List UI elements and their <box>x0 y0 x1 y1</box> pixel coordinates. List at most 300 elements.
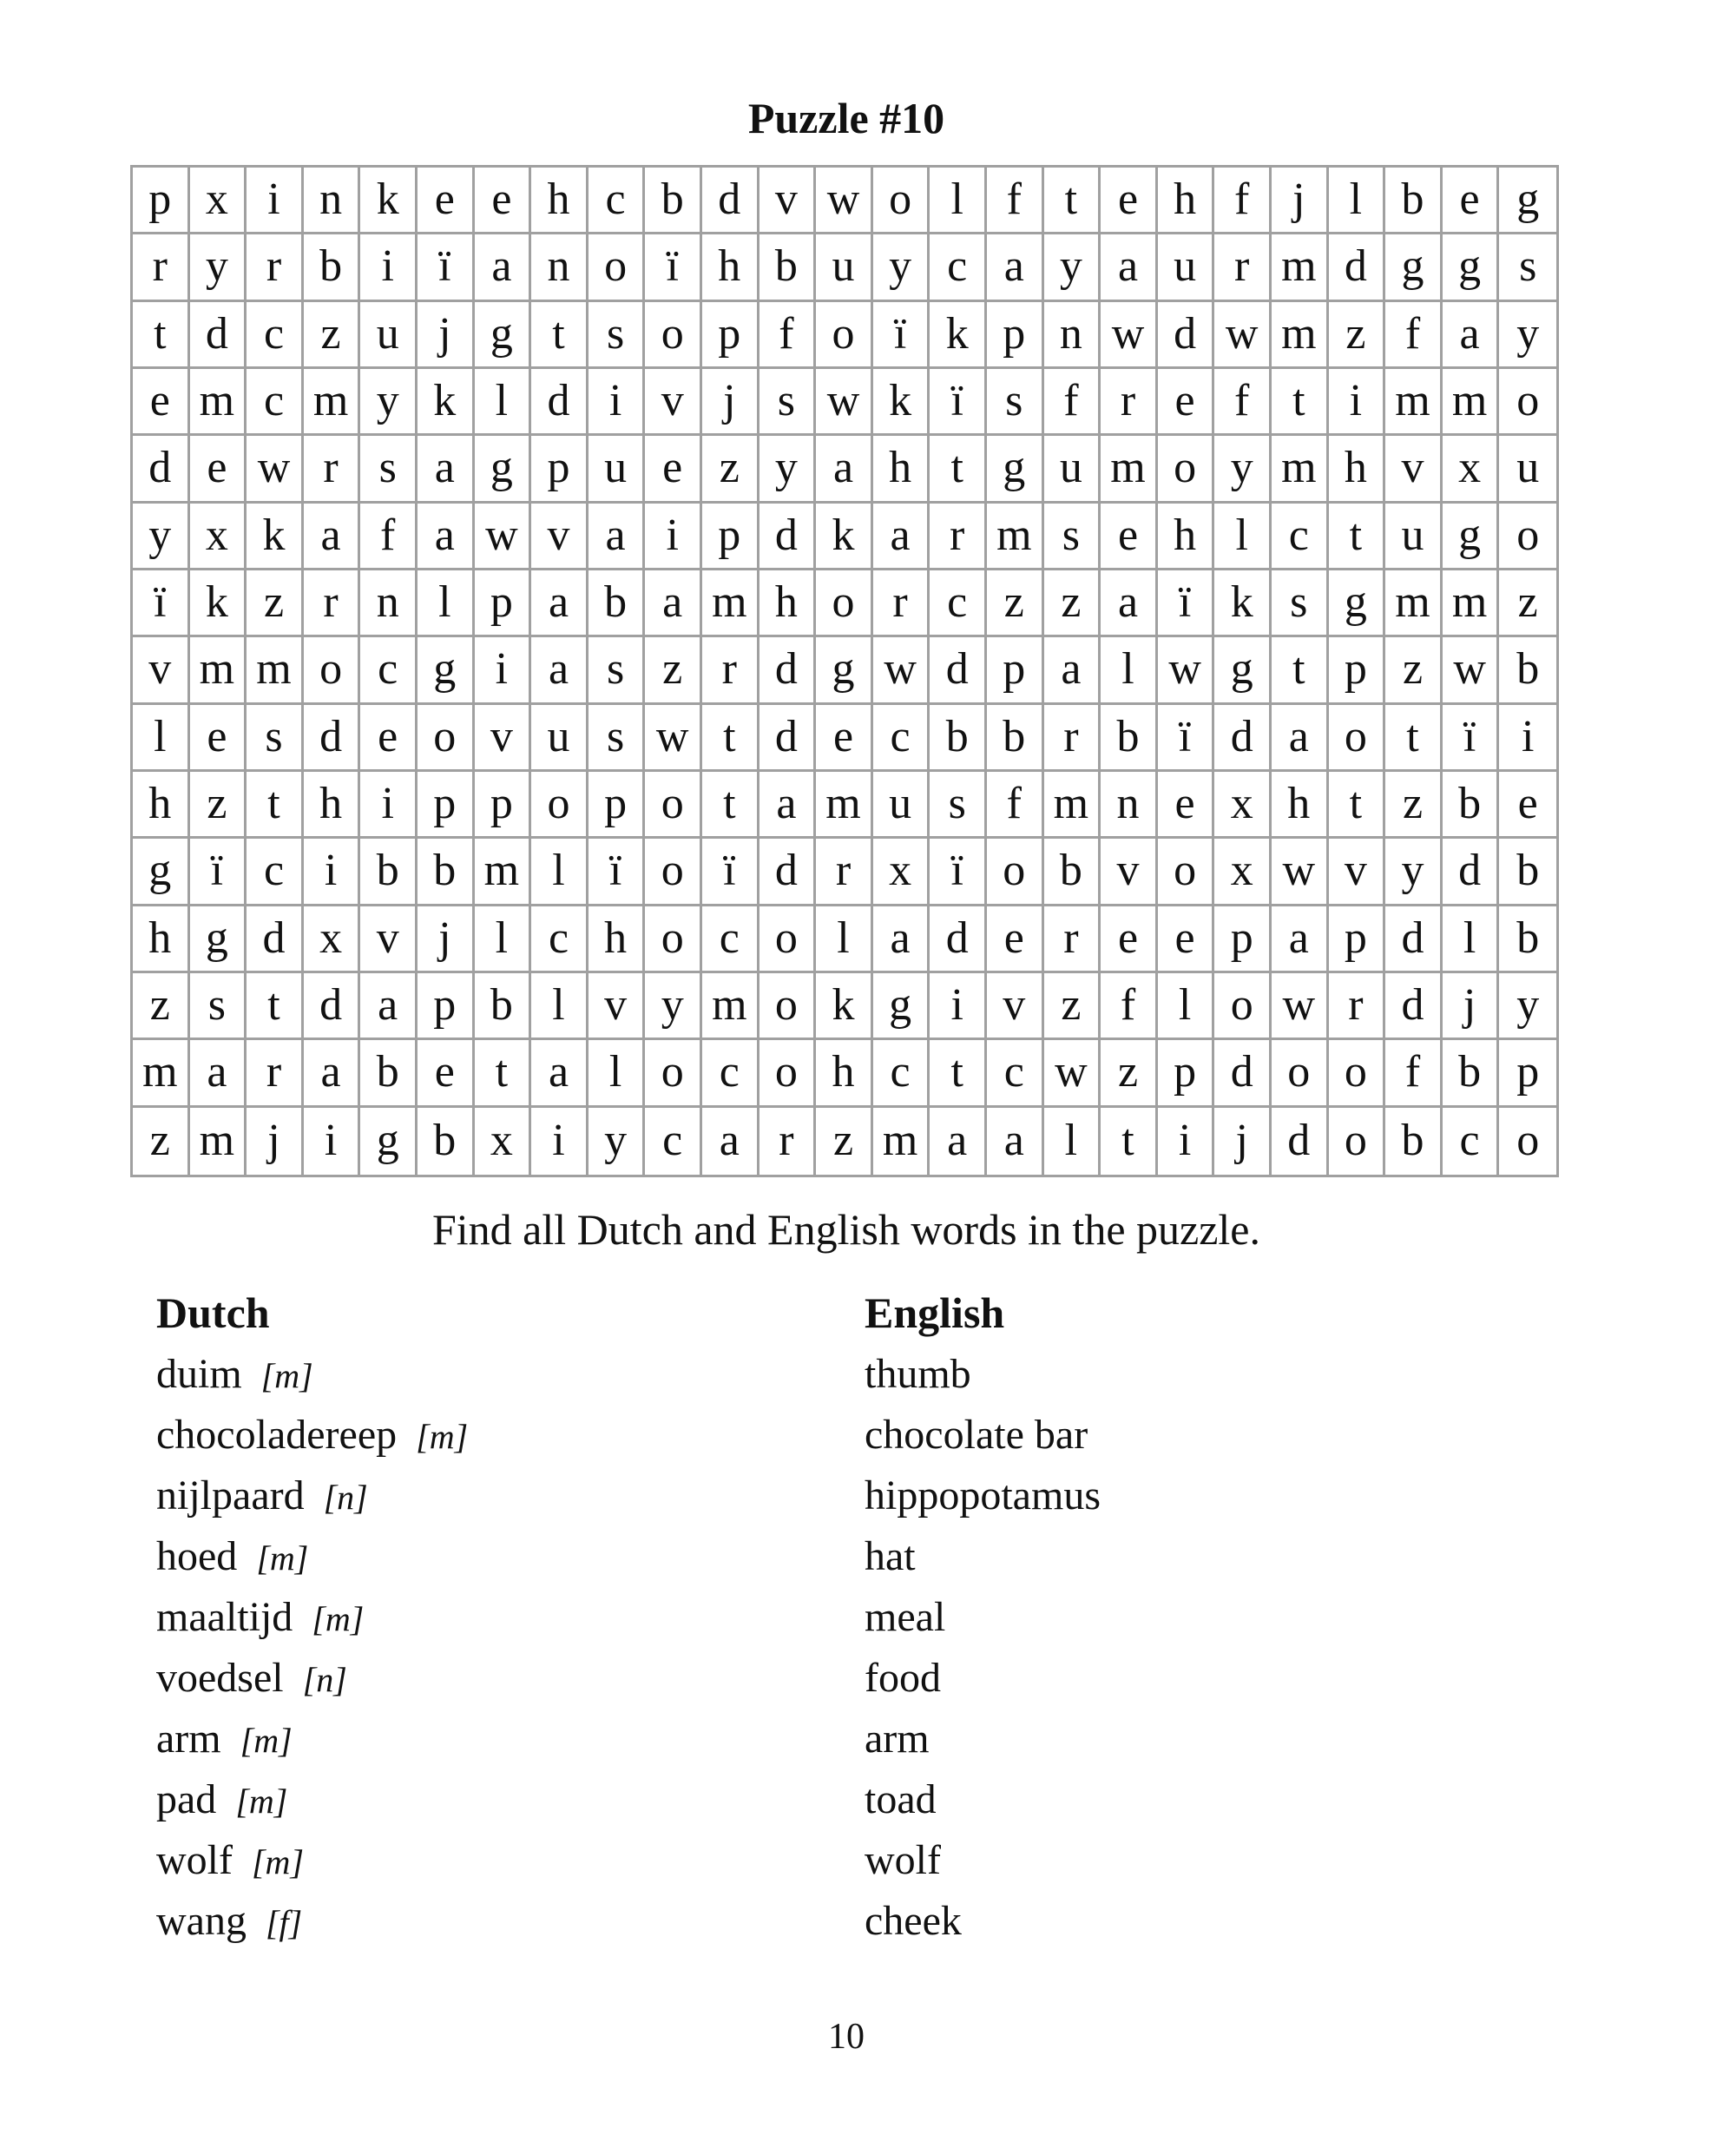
grid-cell[interactable]: m <box>702 570 760 637</box>
grid-cell[interactable]: d <box>1443 839 1500 906</box>
grid-cell[interactable]: f <box>1385 1040 1443 1107</box>
grid-cell[interactable]: ï <box>1443 705 1500 772</box>
grid-cell[interactable]: y <box>360 369 418 436</box>
grid-cell[interactable]: y <box>1044 234 1101 301</box>
grid-cell[interactable]: a <box>1044 637 1101 704</box>
grid-cell[interactable]: x <box>1214 772 1272 839</box>
grid-cell[interactable]: o <box>1499 504 1556 570</box>
grid-cell[interactable]: u <box>1499 436 1556 503</box>
grid-cell[interactable]: c <box>930 234 987 301</box>
grid-cell[interactable]: r <box>1044 906 1101 973</box>
grid-cell[interactable]: p <box>418 772 475 839</box>
grid-cell[interactable]: ï <box>645 234 702 301</box>
grid-cell[interactable]: m <box>1443 369 1500 436</box>
grid-cell[interactable]: n <box>531 234 589 301</box>
grid-cell[interactable]: r <box>702 637 760 704</box>
grid-cell[interactable]: c <box>360 637 418 704</box>
grid-cell[interactable]: m <box>987 504 1044 570</box>
grid-cell[interactable]: z <box>133 973 190 1040</box>
grid-cell[interactable]: r <box>873 570 930 637</box>
grid-cell[interactable]: m <box>190 1108 247 1175</box>
grid-cell[interactable]: i <box>531 1108 589 1175</box>
grid-cell[interactable]: w <box>247 436 304 503</box>
grid-cell[interactable]: f <box>987 168 1044 234</box>
grid-cell[interactable]: e <box>1158 369 1215 436</box>
grid-cell[interactable]: d <box>190 302 247 369</box>
grid-cell[interactable]: z <box>987 570 1044 637</box>
grid-cell[interactable]: w <box>816 168 873 234</box>
grid-cell[interactable]: l <box>531 973 589 1040</box>
grid-cell[interactable]: z <box>1385 772 1443 839</box>
grid-cell[interactable]: g <box>418 637 475 704</box>
grid-cell[interactable]: p <box>987 302 1044 369</box>
grid-cell[interactable]: e <box>1101 504 1158 570</box>
grid-cell[interactable]: k <box>816 504 873 570</box>
grid-cell[interactable]: g <box>1443 234 1500 301</box>
grid-cell[interactable]: o <box>1158 839 1215 906</box>
grid-cell[interactable]: l <box>1443 906 1500 973</box>
grid-cell[interactable]: u <box>360 302 418 369</box>
grid-cell[interactable]: h <box>873 436 930 503</box>
grid-cell[interactable]: d <box>1158 302 1215 369</box>
grid-cell[interactable]: t <box>930 1040 987 1107</box>
grid-cell[interactable]: g <box>475 302 532 369</box>
grid-cell[interactable]: l <box>531 839 589 906</box>
grid-cell[interactable]: ï <box>702 839 760 906</box>
grid-cell[interactable]: i <box>360 772 418 839</box>
grid-cell[interactable]: x <box>1443 436 1500 503</box>
grid-cell[interactable]: v <box>475 705 532 772</box>
grid-cell[interactable]: d <box>1329 234 1386 301</box>
grid-cell[interactable]: p <box>475 772 532 839</box>
grid-cell[interactable]: t <box>1101 1108 1158 1175</box>
grid-cell[interactable]: m <box>873 1108 930 1175</box>
grid-cell[interactable]: f <box>1044 369 1101 436</box>
grid-cell[interactable]: e <box>987 906 1044 973</box>
grid-cell[interactable]: v <box>760 168 817 234</box>
grid-cell[interactable]: c <box>702 1040 760 1107</box>
grid-cell[interactable]: a <box>531 637 589 704</box>
grid-cell[interactable]: w <box>1443 637 1500 704</box>
grid-cell[interactable]: m <box>1272 234 1329 301</box>
grid-cell[interactable]: h <box>760 570 817 637</box>
grid-cell[interactable]: k <box>360 168 418 234</box>
grid-cell[interactable]: o <box>1214 973 1272 1040</box>
grid-cell[interactable]: t <box>133 302 190 369</box>
grid-cell[interactable]: e <box>190 705 247 772</box>
grid-cell[interactable]: s <box>190 973 247 1040</box>
grid-cell[interactable]: e <box>360 705 418 772</box>
grid-cell[interactable]: g <box>1329 570 1386 637</box>
grid-cell[interactable]: t <box>247 973 304 1040</box>
grid-cell[interactable]: d <box>760 839 817 906</box>
grid-cell[interactable]: n <box>304 168 361 234</box>
grid-cell[interactable]: w <box>1158 637 1215 704</box>
grid-cell[interactable]: f <box>760 302 817 369</box>
grid-cell[interactable]: b <box>418 839 475 906</box>
grid-cell[interactable]: o <box>1516 1116 1540 1166</box>
grid-cell[interactable]: b <box>930 705 987 772</box>
grid-cell[interactable]: t <box>1329 772 1386 839</box>
grid-cell[interactable]: m <box>1272 302 1329 369</box>
grid-cell[interactable]: l <box>475 369 532 436</box>
grid-cell[interactable]: r <box>930 504 987 570</box>
grid-cell[interactable]: r <box>133 234 190 301</box>
grid-cell[interactable]: g <box>873 973 930 1040</box>
grid-cell[interactable]: f <box>1385 302 1443 369</box>
grid-cell[interactable]: v <box>1385 436 1443 503</box>
grid-cell[interactable]: z <box>645 637 702 704</box>
grid-cell[interactable]: v <box>1329 839 1386 906</box>
grid-cell[interactable]: s <box>589 637 646 704</box>
grid-cell[interactable]: d <box>760 637 817 704</box>
grid-cell[interactable]: o <box>987 839 1044 906</box>
grid-cell[interactable]: u <box>531 705 589 772</box>
grid-cell[interactable]: p <box>531 436 589 503</box>
grid-cell[interactable]: o <box>1329 1040 1386 1107</box>
grid-cell[interactable]: f <box>1214 168 1272 234</box>
grid-cell[interactable]: j <box>702 369 760 436</box>
grid-cell[interactable]: ï <box>930 839 987 906</box>
grid-cell[interactable]: i <box>930 973 987 1040</box>
grid-cell[interactable]: m <box>133 1040 190 1107</box>
grid-cell[interactable]: e <box>1158 772 1215 839</box>
grid-cell[interactable]: g <box>987 436 1044 503</box>
grid-cell[interactable]: e <box>418 1040 475 1107</box>
grid-cell[interactable]: b <box>304 234 361 301</box>
grid-cell[interactable]: g <box>1499 168 1556 234</box>
grid-cell[interactable]: h <box>133 906 190 973</box>
grid-cell[interactable]: b <box>645 168 702 234</box>
grid-cell[interactable]: b <box>1443 772 1500 839</box>
grid-cell[interactable]: a <box>760 772 817 839</box>
grid-cell[interactable]: j <box>247 1108 304 1175</box>
grid-cell[interactable]: g <box>133 839 190 906</box>
grid-cell[interactable]: u <box>589 436 646 503</box>
grid-cell[interactable]: t <box>475 1040 532 1107</box>
grid-cell[interactable]: a <box>702 1108 760 1175</box>
grid-cell[interactable]: y <box>589 1108 646 1175</box>
grid-cell[interactable]: r <box>304 436 361 503</box>
grid-cell[interactable]: c <box>873 705 930 772</box>
grid-cell[interactable]: d <box>760 504 817 570</box>
grid-cell[interactable]: f <box>360 504 418 570</box>
grid-cell[interactable]: p <box>475 570 532 637</box>
grid-cell[interactable]: a <box>873 504 930 570</box>
grid-cell[interactable]: s <box>1272 570 1329 637</box>
grid-cell[interactable]: y <box>760 436 817 503</box>
grid-cell[interactable]: k <box>930 302 987 369</box>
grid-cell[interactable]: n <box>360 570 418 637</box>
grid-cell[interactable]: b <box>418 1108 475 1175</box>
grid-cell[interactable]: a <box>987 234 1044 301</box>
grid-cell[interactable]: y <box>645 973 702 1040</box>
grid-cell[interactable]: e <box>1443 168 1500 234</box>
grid-cell[interactable]: e <box>645 436 702 503</box>
grid-cell[interactable]: r <box>247 234 304 301</box>
grid-cell[interactable]: o <box>816 302 873 369</box>
grid-cell[interactable]: i <box>1329 369 1386 436</box>
grid-cell[interactable]: r <box>1329 973 1386 1040</box>
grid-cell[interactable]: b <box>589 570 646 637</box>
grid-cell[interactable]: p <box>1329 637 1386 704</box>
grid-cell[interactable]: t <box>1329 504 1386 570</box>
grid-cell[interactable]: h <box>1272 772 1329 839</box>
grid-cell[interactable]: k <box>873 369 930 436</box>
grid-cell[interactable]: b <box>1499 637 1556 704</box>
grid-cell[interactable]: w <box>1101 302 1158 369</box>
grid-cell[interactable]: d <box>1214 705 1272 772</box>
grid-cell[interactable]: o <box>760 1040 817 1107</box>
grid-cell[interactable]: a <box>418 436 475 503</box>
grid-cell[interactable]: a <box>360 973 418 1040</box>
grid-cell[interactable]: h <box>1158 504 1215 570</box>
grid-cell[interactable]: r <box>247 1040 304 1107</box>
grid-cell[interactable]: j <box>1214 1108 1272 1175</box>
grid-cell[interactable]: y <box>1499 302 1556 369</box>
grid-cell[interactable]: m <box>190 637 247 704</box>
grid-cell[interactable]: o <box>645 772 702 839</box>
grid-cell[interactable]: d <box>1214 1040 1272 1107</box>
grid-cell[interactable]: l <box>1329 168 1386 234</box>
grid-cell[interactable]: c <box>247 369 304 436</box>
grid-cell[interactable]: c <box>930 570 987 637</box>
grid-cell[interactable]: ï <box>930 369 987 436</box>
grid-cell[interactable]: ï <box>190 839 247 906</box>
grid-cell[interactable]: d <box>247 906 304 973</box>
grid-cell[interactable]: p <box>702 302 760 369</box>
grid-cell[interactable]: b <box>1499 906 1556 973</box>
grid-cell[interactable]: s <box>589 302 646 369</box>
grid-cell[interactable]: o <box>645 302 702 369</box>
grid-cell[interactable]: a <box>1101 570 1158 637</box>
grid-cell[interactable]: ï <box>873 302 930 369</box>
grid-cell[interactable]: p <box>1329 906 1386 973</box>
grid-cell[interactable]: c <box>247 839 304 906</box>
grid-cell[interactable]: l <box>816 906 873 973</box>
grid-cell[interactable]: h <box>1329 436 1386 503</box>
grid-cell[interactable]: z <box>1499 570 1556 637</box>
grid-cell[interactable]: t <box>531 302 589 369</box>
grid-cell[interactable]: z <box>1101 1040 1158 1107</box>
grid-cell[interactable]: a <box>304 1040 361 1107</box>
grid-cell[interactable]: p <box>702 504 760 570</box>
grid-cell[interactable]: k <box>190 570 247 637</box>
grid-cell[interactable]: h <box>133 772 190 839</box>
grid-cell[interactable]: i <box>1499 705 1556 772</box>
grid-cell[interactable]: m <box>1385 369 1443 436</box>
grid-cell[interactable]: z <box>247 570 304 637</box>
grid-cell[interactable]: f <box>1101 973 1158 1040</box>
grid-cell[interactable]: d <box>702 168 760 234</box>
grid-cell[interactable]: l <box>133 705 190 772</box>
grid-cell[interactable]: a <box>645 570 702 637</box>
grid-cell[interactable]: s <box>1044 504 1101 570</box>
grid-cell[interactable]: o <box>1329 705 1386 772</box>
grid-cell[interactable]: s <box>589 705 646 772</box>
grid-cell[interactable]: p <box>418 973 475 1040</box>
grid-cell[interactable]: a <box>475 234 532 301</box>
grid-cell[interactable]: d <box>760 705 817 772</box>
grid-cell[interactable]: w <box>1214 302 1272 369</box>
grid-cell[interactable]: g <box>816 637 873 704</box>
grid-cell[interactable]: o <box>645 906 702 973</box>
grid-cell[interactable]: m <box>190 369 247 436</box>
grid-cell[interactable]: h <box>304 772 361 839</box>
grid-cell[interactable]: m <box>1272 436 1329 503</box>
grid-cell[interactable]: l <box>475 906 532 973</box>
grid-cell[interactable]: i <box>1158 1108 1215 1175</box>
grid-cell[interactable]: t <box>1272 637 1329 704</box>
grid-cell[interactable]: r <box>760 1108 817 1175</box>
grid-cell[interactable]: j <box>418 906 475 973</box>
grid-cell[interactable]: a <box>816 436 873 503</box>
grid-cell[interactable]: v <box>133 637 190 704</box>
grid-cell[interactable]: p <box>1158 1040 1215 1107</box>
grid-cell[interactable]: d <box>1272 1108 1329 1175</box>
grid-cell[interactable]: c <box>702 906 760 973</box>
grid-cell[interactable]: p <box>1214 906 1272 973</box>
grid-cell[interactable]: s <box>247 705 304 772</box>
grid-cell[interactable]: o <box>1499 369 1556 436</box>
grid-cell[interactable]: t <box>247 772 304 839</box>
grid-cell[interactable]: z <box>1329 302 1386 369</box>
grid-cell[interactable]: a <box>589 504 646 570</box>
grid-cell[interactable]: c <box>1443 1108 1500 1175</box>
grid-cell[interactable]: m <box>1101 436 1158 503</box>
grid-cell[interactable]: g <box>360 1108 418 1175</box>
grid-cell[interactable]: l <box>1044 1108 1101 1175</box>
grid-cell[interactable]: e <box>475 168 532 234</box>
grid-cell[interactable]: l <box>1158 973 1215 1040</box>
grid-cell[interactable]: v <box>531 504 589 570</box>
grid-cell[interactable]: b <box>360 839 418 906</box>
grid-cell[interactable]: t <box>1272 369 1329 436</box>
grid-cell[interactable]: d <box>304 705 361 772</box>
grid-cell[interactable]: s <box>760 369 817 436</box>
grid-cell[interactable]: m <box>247 637 304 704</box>
grid-cell[interactable]: p <box>1499 1040 1556 1107</box>
grid-cell[interactable]: f <box>1214 369 1272 436</box>
grid-cell[interactable]: o <box>1158 436 1215 503</box>
grid-cell[interactable]: i <box>304 1108 361 1175</box>
grid-cell[interactable]: v <box>987 973 1044 1040</box>
grid-cell[interactable]: y <box>873 234 930 301</box>
grid-cell[interactable]: j <box>1272 168 1329 234</box>
grid-cell[interactable]: d <box>133 436 190 503</box>
grid-cell[interactable]: v <box>589 973 646 1040</box>
grid-cell[interactable]: c <box>247 302 304 369</box>
grid-cell[interactable]: l <box>1101 637 1158 704</box>
grid-cell[interactable]: l <box>1214 504 1272 570</box>
grid-cell[interactable]: h <box>702 234 760 301</box>
grid-cell[interactable]: a <box>190 1040 247 1107</box>
grid-cell[interactable]: w <box>1044 1040 1101 1107</box>
grid-cell[interactable]: x <box>190 504 247 570</box>
grid-cell[interactable]: r <box>1101 369 1158 436</box>
grid-cell[interactable]: o <box>1272 1040 1329 1107</box>
grid-cell[interactable]: t <box>1044 168 1101 234</box>
grid-cell[interactable]: k <box>247 504 304 570</box>
grid-cell[interactable]: p <box>987 637 1044 704</box>
grid-cell[interactable]: e <box>1158 906 1215 973</box>
grid-cell[interactable]: m <box>1385 570 1443 637</box>
grid-cell[interactable]: b <box>1101 705 1158 772</box>
grid-cell[interactable]: l <box>418 570 475 637</box>
grid-cell[interactable]: a <box>1101 234 1158 301</box>
grid-cell[interactable]: c <box>645 1108 702 1175</box>
grid-cell[interactable]: u <box>816 234 873 301</box>
grid-cell[interactable]: ï <box>1158 570 1215 637</box>
grid-cell[interactable]: m <box>475 839 532 906</box>
grid-cell[interactable]: r <box>816 839 873 906</box>
grid-cell[interactable]: v <box>1101 839 1158 906</box>
grid-cell[interactable]: g <box>475 436 532 503</box>
grid-cell[interactable]: e <box>816 705 873 772</box>
grid-cell[interactable]: z <box>190 772 247 839</box>
grid-cell[interactable]: o <box>418 705 475 772</box>
grid-cell[interactable]: e <box>133 369 190 436</box>
grid-cell[interactable]: z <box>1044 973 1101 1040</box>
grid-cell[interactable]: e <box>1499 772 1556 839</box>
grid-cell[interactable]: m <box>1044 772 1101 839</box>
grid-cell[interactable]: b <box>1044 839 1101 906</box>
grid-cell[interactable]: a <box>1443 302 1500 369</box>
grid-cell[interactable]: r <box>1044 705 1101 772</box>
grid-cell[interactable]: z <box>816 1108 873 1175</box>
grid-cell[interactable]: i <box>475 637 532 704</box>
grid-cell[interactable]: z <box>1044 570 1101 637</box>
grid-cell[interactable]: l <box>930 168 987 234</box>
grid-cell[interactable]: b <box>1499 839 1556 906</box>
grid-cell[interactable]: w <box>645 705 702 772</box>
grid-cell[interactable]: d <box>930 637 987 704</box>
grid-cell[interactable]: a <box>418 504 475 570</box>
grid-cell[interactable]: m <box>1443 570 1500 637</box>
grid-cell[interactable]: f <box>987 772 1044 839</box>
grid-cell[interactable]: a <box>304 504 361 570</box>
grid-cell[interactable]: m <box>304 369 361 436</box>
grid-cell[interactable]: a <box>531 1040 589 1107</box>
grid-cell[interactable]: ï <box>418 234 475 301</box>
grid-cell[interactable]: b <box>1385 168 1443 234</box>
grid-cell[interactable]: g <box>1385 234 1443 301</box>
grid-cell[interactable]: x <box>190 168 247 234</box>
grid-cell[interactable]: d <box>1385 906 1443 973</box>
grid-cell[interactable]: k <box>1214 570 1272 637</box>
grid-cell[interactable]: z <box>304 302 361 369</box>
grid-cell[interactable]: p <box>589 772 646 839</box>
grid-cell[interactable]: o <box>760 973 817 1040</box>
grid-cell[interactable]: r <box>1214 234 1272 301</box>
grid-cell[interactable]: w <box>1272 839 1329 906</box>
grid-cell[interactable]: o <box>1329 1108 1386 1175</box>
grid-cell[interactable]: c <box>1272 504 1329 570</box>
grid-cell[interactable]: d <box>1385 973 1443 1040</box>
grid-cell[interactable]: ï <box>589 839 646 906</box>
grid-cell[interactable]: s <box>1499 234 1556 301</box>
grid-cell[interactable]: m <box>702 973 760 1040</box>
grid-cell[interactable]: s <box>930 772 987 839</box>
grid-cell[interactable]: a <box>873 906 930 973</box>
grid-cell[interactable]: d <box>304 973 361 1040</box>
grid-cell[interactable]: t <box>702 705 760 772</box>
grid-cell[interactable]: o <box>531 772 589 839</box>
grid-cell[interactable]: e <box>1101 168 1158 234</box>
grid-cell[interactable]: h <box>589 906 646 973</box>
grid-cell[interactable]: e <box>1101 906 1158 973</box>
grid-cell[interactable]: o <box>760 906 817 973</box>
